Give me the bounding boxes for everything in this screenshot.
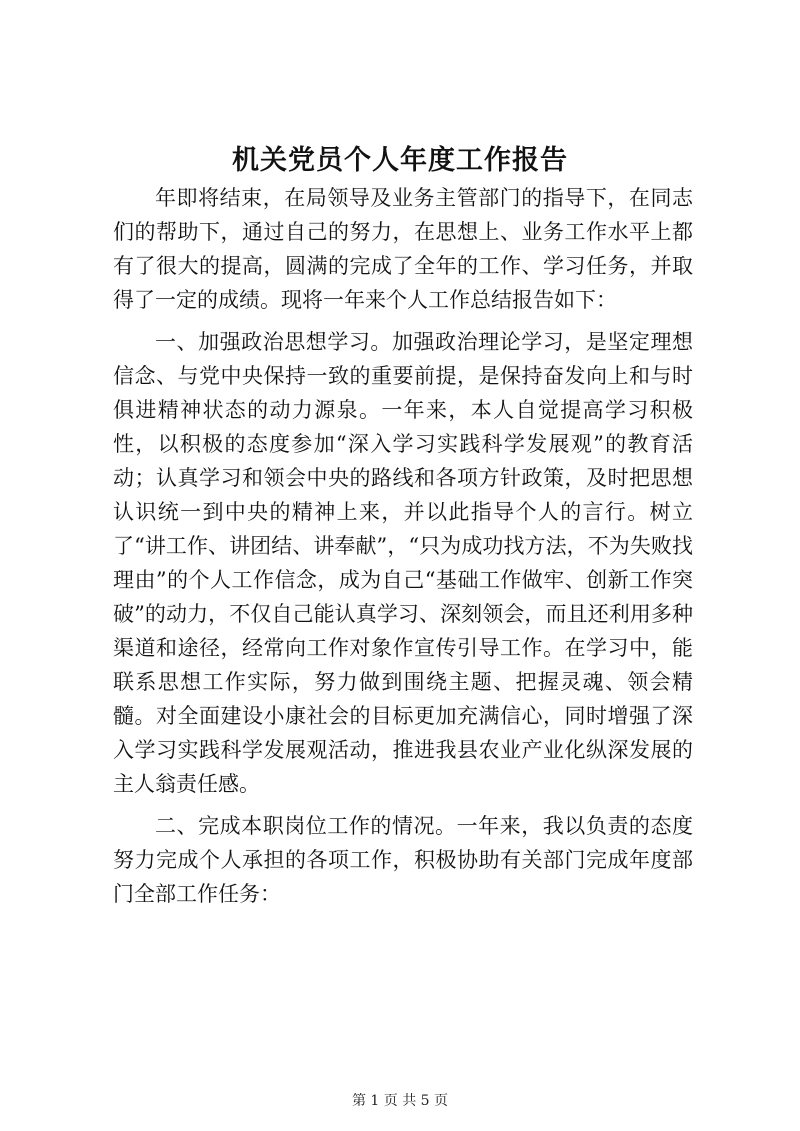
document-title: 机关党员个人年度工作报告 — [232, 145, 568, 176]
page-footer: 第 1 页 共 5 页 — [351, 1093, 449, 1109]
paragraph-intro: 年即将结束，在局领导及业务主管部门的指导下，在同志们的帮助下，通过自己的努力，在思想上、业务工作水平上都有了很大的提高，圆满的完成了全年的工作、学习任务，并取得了一定的成绩。现将一年来个人工作总结报告如下： — [113, 186, 693, 312]
paragraph-political-study: 一、加强政治思想学习。加强政治理论学习，是坚定理想信念、与党中央保持一致的重要前提，是保持奋发向上和与时俱进精神状态的动力源泉。一年来，本人自觉提高学习积极性，以积极的态度参加“深入学习实践科学发展观”的教育活动；认真学习和领会中央的路线和各项方针政策，及时把思想认识统一到中央的精神上来，并以此指导个人的言行。树立了“讲工作、讲团结、讲奉献”，“只为成功找方法，不为失败找理由”的个人工作信念，成为自己“基础工作做牢、创新工作突破”的动力，不仅自己能认真学习、深刻领会，而且还利用多种渠道和途径，经常向工作对象作宣传引导工作。在学习中，能联系思想工作实际，努力做到围绕主题、把握灵魂、领会精髓。对全面建设小康社会的目标更加充满信心，同时增强了深入学习实践科学发展观活动，推进我县农业产业化纵深发展的主人翁责任感。 — [113, 330, 693, 796]
document-body — [113, 181, 693, 919]
paragraph-job-duties: 二、完成本职岗位工作的情况。一年来，我以负责的态度努力完成个人承担的各项工作，积极协助有关部门完成年度部门全部工作任务： — [113, 814, 693, 906]
